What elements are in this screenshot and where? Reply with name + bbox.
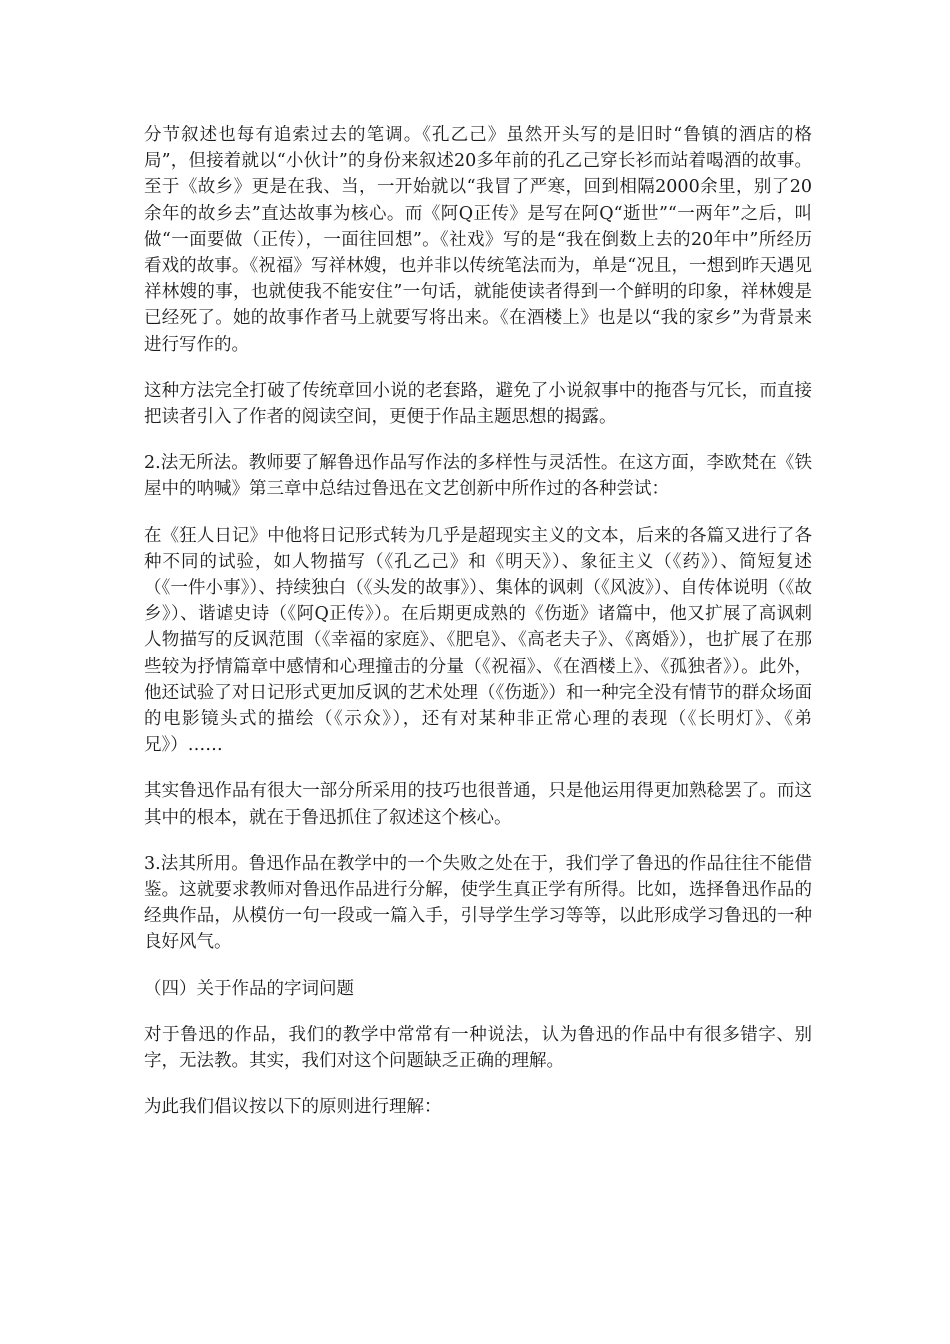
- paragraph-principles-intro: 为此我们倡议按以下的原则进行理解：: [144, 1097, 442, 1118]
- paragraph-method-summary: 这种方法完全打破了传统章回小说的老套路，避免了小说叙事中的拖沓与冗长，而直接把读者引入了作者的阅读空间，更便于作品主题思想的揭露。: [144, 380, 812, 428]
- paragraph-method-apply: 3.法其所用。鲁迅作品在教学中的一个失败之处在于，我们学了鲁迅的作品往往不能借鉴。这就要求教师对鲁迅作品进行分解，使学生真正学有所得。比如，选择鲁迅作品的经典作品，从模仿一句一段或一篇入手，引导学生学习等等，以此形成学习鲁迅的一种良好风气。: [144, 853, 812, 953]
- paragraph-technique-core: 其实鲁迅作品有很大一部分所采用的技巧也很普通，只是他运用得更加熟稔罢了。而这其中的根本，就在于鲁迅抓住了叙述这个核心。: [144, 781, 812, 828]
- paragraph-wrong-characters: 对于鲁迅的作品，我们的教学中常常有一种说法，认为鲁迅的作品中有很多错字、别字，无法教。其实，我们对这个问题缺乏正确的理解。: [144, 1024, 812, 1072]
- document-body: [144, 122, 812, 1141]
- paragraph-quote-leo-ou-fan-lee: 在《狂人日记》中他将日记形式转为几乎是超现实主义的文本，后来的各篇又进行了各种不同的试验，如人物描写（《孔乙己》和《明天》）、象征主义（《药》）、简短复述（《一件小事》）、持续独白（《头发的故事》）、集体的讽刺（《风波》）、自传体说明（《故乡》）、谐谑史诗（《阿Q正传》）。在后期更成熟的《伤逝》诸篇中，他又扩展了高讽刺人物描写的反讽范围（《幸福的家庭》、《肥皂》、《高老夫子》、《离婚》），也扩展了在那些较为抒情篇章中感情和心理撞击的分量（《祝福》、《在酒楼上》、《孤独者》）。此外，他还试验了对日记形式更加反讽的艺术处理（《伤逝》）和一种完全没有情节的群众场面的电影镜头式的描绘（《示众》），还有对某种非正常心理的表现（《长明灯》、《弟兄》）……: [144, 525, 812, 756]
- paragraph-method-no-fixed-method: 2.法无所法。教师要了解鲁迅作品写作法的多样性与灵活性。在这方面，李欧梵在《铁屋中的呐喊》第三章中总结过鲁迅在文艺创新中所作过的各种尝试：: [144, 453, 812, 500]
- paragraph-narrative-retrospection: 分节叙述也每有追索过去的笔调。《孔乙己》虽然开头写的是旧时“鲁镇的酒店的格局”，但接着就以“小伙计”的身份来叙述20多年前的孔乙己穿长衫而站着喝酒的故事。至于《故乡》更是在我、当，一开始就以“我冒了严寒，回到相隔2000余里，别了20余年的故乡去”直达故事为核心。而《阿Q正传》是写在阿Q“逝世”“一两年”之后，叫做“一面要做（正传），一面往回想”。《社戏》写的是“我在倒数上去的20年中”所经历看戏的故事。《祝福》写祥林嫂，也并非以传统笔法而为，单是“况且，一想到昨天遇见祥林嫂的事，也就使我不能安住”一句话，就能使读者得到一个鲜明的印象，祥林嫂是已经死了。她的故事作者马上就要写将出来。《在酒楼上》也是以“我的家乡”为背景来进行写作的。: [144, 125, 812, 355]
- section-heading: （四）关于作品的字词问题: [144, 978, 354, 999]
